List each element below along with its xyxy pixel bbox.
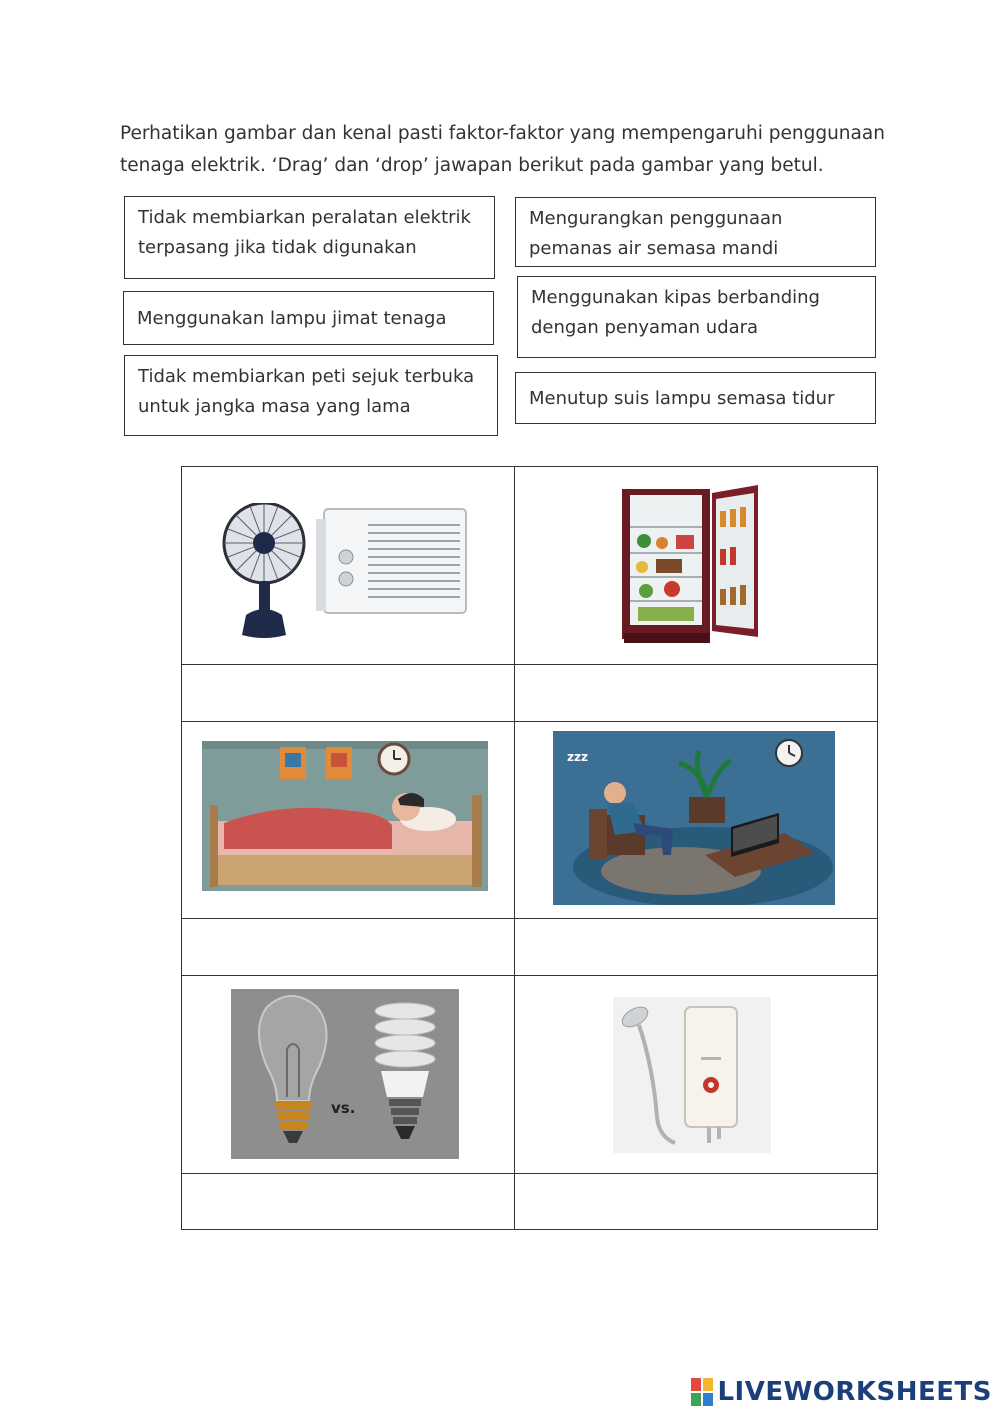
drop-zone-tv[interactable] bbox=[515, 919, 878, 975]
answer-chip-energy-saving-lamp[interactable]: Menggunakan lampu jimat tenaga bbox=[123, 291, 494, 345]
picture-grid bbox=[181, 466, 878, 1230]
open-fridge-image bbox=[616, 485, 766, 647]
drop-zone-fan-ac[interactable] bbox=[182, 665, 514, 721]
liveworksheets-logo-icon bbox=[691, 1378, 713, 1406]
grid-divider bbox=[182, 721, 877, 722]
vs-label: vs. bbox=[331, 1099, 356, 1117]
answer-chip-water-heater[interactable]: Mengurangkan penggunaan pemanas air semasa mandi bbox=[515, 197, 876, 267]
drop-zone-bulbs[interactable] bbox=[182, 1174, 514, 1231]
svg-text:zzz: zzz bbox=[567, 750, 588, 764]
bulbs-comparison-image bbox=[231, 989, 459, 1159]
liveworksheets-wordmark: LIVEWORKSHEETS bbox=[717, 1377, 992, 1407]
instructions bbox=[120, 118, 900, 182]
grid-divider bbox=[182, 975, 877, 976]
liveworksheets-logo bbox=[691, 1372, 992, 1412]
answer-chip-unplug-appliances[interactable]: Tidak membiarkan peralatan elektrik terpasang jika tidak digunakan bbox=[124, 196, 495, 279]
answer-chip-fan-vs-ac[interactable]: Menggunakan kipas berbanding dengan penyaman udara bbox=[517, 276, 876, 358]
instructions-line-2: tenaga elektrik. ‘Drag’ dan ‘drop’ jawapan berikut pada gambar yang betul. bbox=[120, 155, 824, 176]
sleeping-bed-image bbox=[202, 741, 488, 891]
drop-zone-fridge[interactable] bbox=[515, 665, 878, 721]
answer-chip-fridge-door[interactable]: Tidak membiarkan peti sejuk terbuka untuk jangka masa yang lama bbox=[124, 355, 498, 436]
fan-and-ac-image bbox=[206, 503, 470, 643]
drop-zone-bed[interactable] bbox=[182, 919, 514, 975]
water-heater-image bbox=[613, 997, 771, 1153]
drop-zone-heater[interactable] bbox=[515, 1174, 878, 1231]
instructions-line-1: Perhatikan gambar dan kenal pasti faktor-faktor yang mempengaruhi penggunaan bbox=[120, 123, 885, 144]
answer-chip-switch-off-lights[interactable]: Menutup suis lampu semasa tidur bbox=[515, 372, 876, 424]
asleep-tv-image bbox=[553, 731, 835, 905]
grid-divider bbox=[514, 467, 515, 1229]
